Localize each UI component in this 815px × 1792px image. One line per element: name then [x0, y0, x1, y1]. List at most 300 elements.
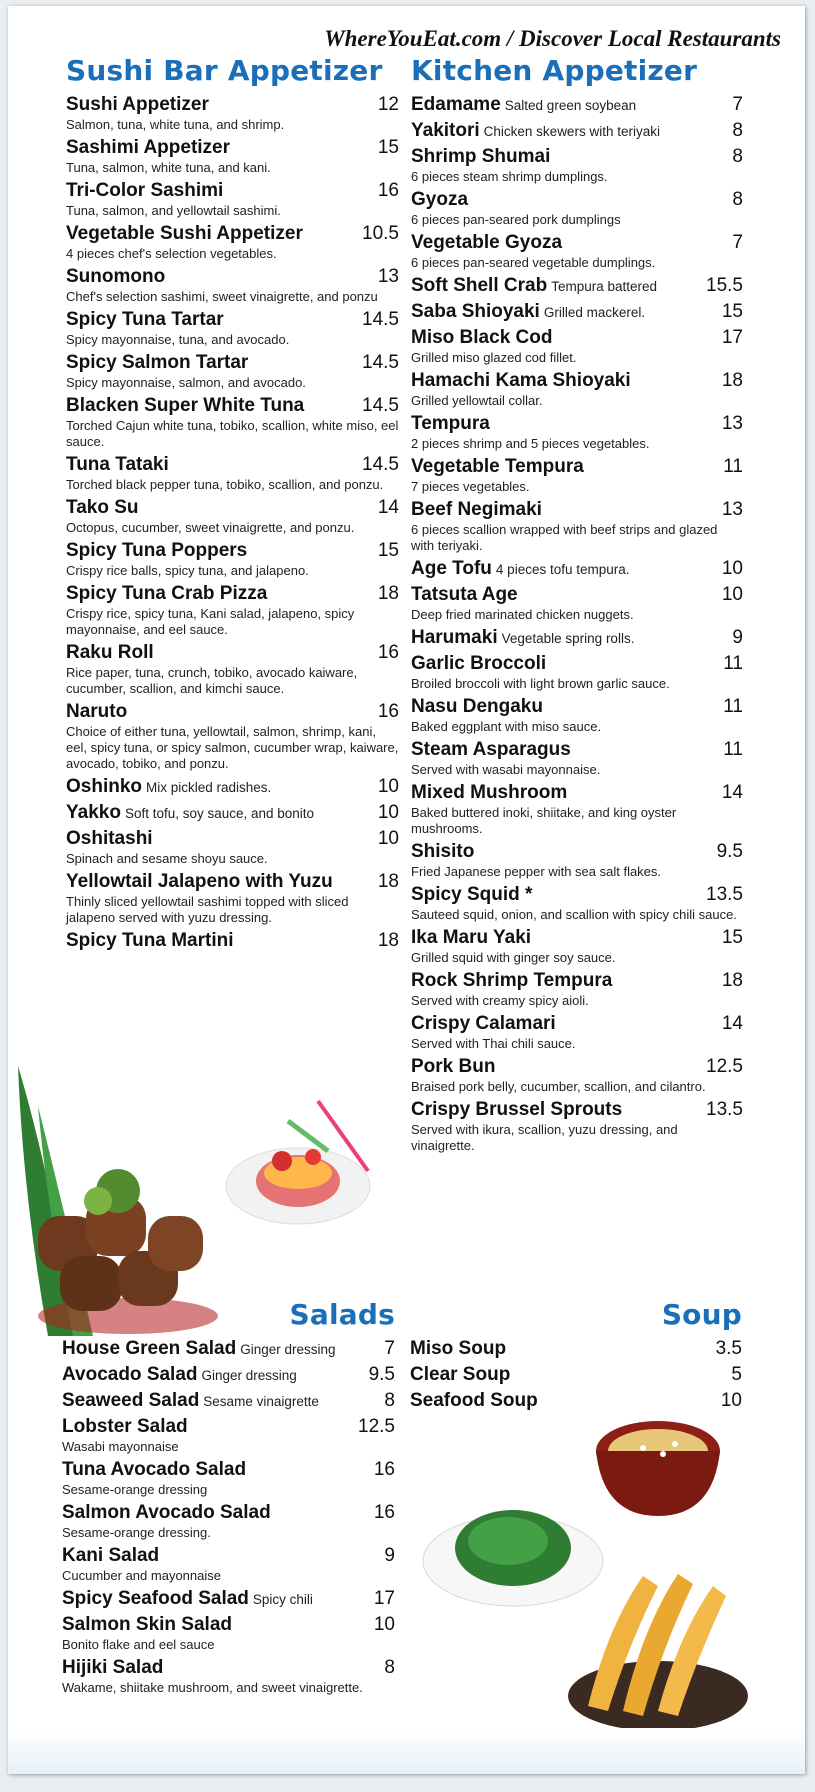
item-price: 11 — [723, 456, 743, 477]
item-description: 2 pieces shrimp and 5 pieces vegetables. — [411, 436, 650, 451]
menu-item — [62, 1364, 395, 1386]
menu-item-row — [66, 828, 399, 850]
menu-item — [66, 828, 399, 867]
item-title: Shisito — [411, 841, 475, 862]
section-title: Kitchen Appetizer — [411, 54, 698, 87]
item-name — [410, 1338, 506, 1360]
menu-item-row — [66, 223, 399, 245]
item-title: Yakko — [66, 802, 121, 823]
item-description: Cucumber and mayonnaise — [62, 1568, 221, 1583]
item-price: 13 — [377, 266, 399, 287]
item-description: Fried Japanese pepper with sea salt flakes. — [411, 864, 662, 879]
item-price: 9 — [384, 1545, 395, 1566]
menu-item — [411, 927, 743, 966]
item-list — [411, 94, 743, 1154]
item-description: 6 pieces pan-seared pork dumplings — [411, 212, 621, 227]
item-list — [62, 1338, 395, 1696]
item-price: 10 — [720, 1390, 742, 1411]
item-name — [410, 1390, 538, 1412]
menu-item-row — [66, 583, 399, 605]
item-note: Soft tofu, soy sauce, and bonito — [124, 806, 315, 821]
item-price: 8 — [732, 120, 743, 141]
item-name — [411, 1013, 556, 1035]
item-title: Edamame — [411, 94, 501, 115]
item-description: Choice of either tuna, yellowtail, salmon, shrimp, kani, eel, spicy tuna, or spicy salmon, cucumber wrap, kaiware, avocado, tobiko, and ponzu. — [66, 724, 399, 771]
item-title: Naruto — [66, 701, 128, 722]
item-price: 16 — [377, 180, 399, 201]
item-name — [66, 94, 209, 116]
item-title: Vegetable Sushi Appetizer — [66, 223, 303, 244]
item-description: Crispy rice, spicy tuna, Kani salad, jalapeno, spicy mayonnaise, and eel sauce. — [66, 606, 355, 637]
menu-item — [66, 701, 399, 772]
item-price: 7 — [732, 232, 743, 253]
menu-item-row — [66, 701, 399, 723]
item-price: 8 — [384, 1390, 395, 1411]
menu-item — [66, 540, 399, 579]
item-description: Wakame, shiitake mushroom, and sweet vinaigrette. — [62, 1680, 363, 1695]
item-price: 18 — [377, 871, 399, 892]
item-title: Tatsuta Age — [411, 584, 518, 605]
item-name — [411, 627, 634, 649]
kitchen-section — [411, 54, 743, 1158]
item-description: Sesame-orange dressing. — [62, 1525, 211, 1540]
item-description: Sauteed squid, onion, and scallion with spicy chili sauce. — [411, 907, 737, 922]
item-description: Salmon, tuna, white tuna, and shrimp. — [66, 117, 285, 132]
item-name — [411, 782, 567, 804]
item-description: Bonito flake and eel sauce — [62, 1637, 215, 1652]
item-price: 18 — [377, 930, 399, 951]
item-name — [66, 223, 303, 245]
menu-item — [62, 1416, 395, 1455]
item-name — [66, 828, 153, 850]
item-description: Wasabi mayonnaise — [62, 1439, 179, 1454]
menu-item — [411, 970, 743, 1009]
item-name — [411, 584, 518, 606]
item-title: Ika Maru Yaki — [411, 927, 532, 948]
menu-item — [66, 180, 399, 219]
menu-item — [411, 739, 743, 778]
item-note: Grilled mackerel. — [543, 305, 646, 320]
menu-item-row — [66, 802, 399, 824]
menu-item-row — [66, 352, 399, 374]
menu-item — [66, 930, 399, 952]
item-title: Garlic Broccoli — [411, 653, 547, 674]
section-title: Soup — [661, 1298, 742, 1331]
item-title: Yakitori — [411, 120, 480, 141]
item-name — [66, 776, 271, 798]
menu-item-row — [411, 558, 743, 580]
menu-item — [62, 1614, 395, 1653]
item-title: Tuna Tataki — [66, 454, 169, 475]
menu-item — [411, 1099, 743, 1154]
item-name — [411, 739, 571, 761]
item-price: 9.5 — [716, 841, 743, 862]
menu-item — [66, 642, 399, 697]
menu-item — [411, 782, 743, 837]
item-title: Oshitashi — [66, 828, 153, 849]
menu-item — [62, 1545, 395, 1584]
menu-item — [66, 395, 399, 450]
item-price: 15.5 — [706, 275, 743, 296]
menu-item-row — [411, 696, 743, 718]
item-description: Chef's selection sashimi, sweet vinaigrette, and ponzu — [66, 289, 378, 304]
item-price: 8 — [732, 146, 743, 167]
item-name — [62, 1390, 319, 1412]
menu-item-row — [62, 1545, 395, 1567]
bottom-band — [8, 1728, 805, 1774]
item-name — [62, 1545, 159, 1567]
item-name — [66, 701, 127, 723]
menu-item — [410, 1338, 742, 1360]
watermark: WhereYouEat.com / Discover Local Restaurants — [324, 26, 781, 51]
menu-item-row — [66, 642, 399, 664]
item-price: 14.5 — [362, 454, 399, 475]
item-list — [66, 94, 399, 952]
section-title: Salads — [289, 1298, 395, 1331]
item-description: Rice paper, tuna, crunch, tobiko, avocado kaiware, cucumber, scallion, and kimchi sauce. — [66, 665, 358, 696]
menu-item-row — [411, 499, 743, 521]
item-name — [410, 1364, 510, 1386]
menu-item-row — [66, 266, 399, 288]
menu-item — [66, 309, 399, 348]
item-name — [411, 94, 636, 116]
menu-item-row — [411, 1099, 743, 1121]
menu-item-row — [62, 1459, 395, 1481]
item-description: Spinach and sesame shoyu sauce. — [66, 851, 268, 866]
item-description: 6 pieces steam shrimp dumplings. — [411, 169, 608, 184]
item-name — [411, 696, 543, 718]
item-title: Spicy Tuna Martini — [66, 930, 234, 951]
item-name — [66, 309, 224, 331]
item-description: Grilled miso glazed cod fillet. — [411, 350, 577, 365]
menu-item — [66, 497, 399, 536]
menu-item-row — [66, 137, 399, 159]
item-title: Spicy Tuna Poppers — [66, 540, 248, 561]
menu-item-row — [411, 970, 743, 992]
item-price: 13.5 — [706, 884, 743, 905]
salads-section — [62, 1298, 395, 1700]
menu-item — [411, 370, 743, 409]
item-name — [66, 583, 267, 605]
item-note: Salted green soybean — [504, 98, 637, 113]
item-title: Mixed Mushroom — [411, 782, 568, 803]
menu-item-row — [411, 841, 743, 863]
item-price: 11 — [723, 739, 743, 760]
menu-item-row — [411, 627, 743, 649]
menu-item — [411, 1056, 743, 1095]
item-price: 16 — [373, 1459, 395, 1480]
menu-item-row — [62, 1588, 395, 1610]
item-list — [410, 1338, 742, 1412]
soup-section — [410, 1298, 742, 1416]
item-description: Tuna, salmon, and yellowtail sashimi. — [66, 203, 281, 218]
beef-negimaki-photo — [8, 1046, 228, 1346]
menu-item-row — [411, 739, 743, 761]
menu-item — [411, 275, 743, 297]
item-title: Blacken Super White Tuna — [66, 395, 305, 416]
item-title: Salmon Avocado Salad — [62, 1502, 271, 1523]
item-name — [62, 1459, 246, 1481]
item-name — [411, 499, 542, 521]
item-name — [66, 137, 230, 159]
item-description: Served with ikura, scallion, yuzu dressing, and vinaigrette. — [411, 1122, 678, 1153]
menu-item-row — [62, 1657, 395, 1679]
menu-item — [66, 802, 399, 824]
item-title: Harumaki — [411, 627, 498, 648]
item-title: Rock Shrimp Tempura — [411, 970, 613, 991]
shrimp-tempura-photo — [563, 1566, 758, 1736]
item-title: Spicy Squid * — [411, 884, 533, 905]
menu-item — [411, 1013, 743, 1052]
menu-item-row — [411, 120, 743, 142]
menu-item — [411, 696, 743, 735]
item-description: Served with wasabi mayonnaise. — [411, 762, 601, 777]
menu-item-row — [411, 232, 743, 254]
menu-item — [411, 301, 743, 323]
menu-item — [66, 583, 399, 638]
item-title: Tuna Avocado Salad — [62, 1459, 247, 1480]
item-description: Broiled broccoli with light brown garlic sauce. — [411, 676, 670, 691]
menu-item-row — [411, 927, 743, 949]
item-title: Crispy Calamari — [411, 1013, 556, 1034]
item-name — [66, 395, 304, 417]
item-title: Beef Negimaki — [411, 499, 542, 520]
item-price: 14 — [377, 497, 399, 518]
menu-item — [411, 94, 743, 116]
item-description: Crispy rice balls, spicy tuna, and jalapeno. — [66, 563, 309, 578]
item-price: 12.5 — [358, 1416, 395, 1437]
item-title: Tako Su — [66, 497, 139, 518]
item-title: Pork Bun — [411, 1056, 496, 1077]
item-description: Torched Cajun white tuna, tobiko, scallion, white miso, eel sauce. — [66, 418, 399, 449]
item-name — [411, 189, 468, 211]
menu-item-row — [62, 1416, 395, 1438]
menu-page — [8, 6, 805, 1774]
item-price: 11 — [723, 696, 743, 717]
menu-item-row — [62, 1364, 395, 1386]
item-price: 13.5 — [706, 1099, 743, 1120]
item-price: 15 — [721, 927, 743, 948]
item-price: 14.5 — [362, 309, 399, 330]
menu-item-row — [62, 1502, 395, 1524]
item-title: House Green Salad — [62, 1338, 237, 1359]
item-price: 12 — [377, 94, 399, 115]
item-title: Spicy Salmon Tartar — [66, 352, 249, 373]
item-title: Vegetable Tempura — [411, 456, 584, 477]
item-title: Miso Black Cod — [411, 327, 553, 348]
item-note: Sesame vinaigrette — [203, 1394, 319, 1409]
item-description: 6 pieces pan-seared vegetable dumplings. — [411, 255, 656, 270]
item-name — [411, 970, 612, 992]
miso-soup-photo — [593, 1416, 728, 1526]
menu-item — [411, 841, 743, 880]
item-price: 11 — [723, 653, 743, 674]
item-name — [62, 1502, 271, 1524]
menu-item — [411, 584, 743, 623]
menu-item-row — [62, 1614, 395, 1636]
item-title: Raku Roll — [66, 642, 154, 663]
item-name — [62, 1614, 232, 1636]
menu-item — [66, 223, 399, 262]
item-price: 10 — [721, 584, 743, 605]
item-price: 7 — [384, 1338, 395, 1359]
menu-item — [411, 120, 743, 142]
menu-item-row — [66, 776, 399, 798]
menu-item-row — [411, 884, 743, 906]
item-note: Ginger dressing — [240, 1342, 336, 1357]
item-price: 9.5 — [368, 1364, 395, 1385]
menu-item-row — [66, 94, 399, 116]
item-title: Shrimp Shumai — [411, 146, 551, 167]
item-note: Ginger dressing — [201, 1368, 297, 1383]
item-name — [66, 266, 165, 288]
item-price: 16 — [377, 701, 399, 722]
menu-item-row — [411, 301, 743, 323]
menu-item — [66, 871, 399, 926]
menu-item-row — [411, 653, 743, 675]
menu-item — [411, 189, 743, 228]
item-description: Deep fried marinated chicken nuggets. — [411, 607, 634, 622]
item-price: 8 — [384, 1657, 395, 1678]
item-name — [66, 642, 154, 664]
menu-item — [410, 1390, 742, 1412]
item-title: Tri-Color Sashimi — [66, 180, 224, 201]
item-description: 4 pieces chef's selection vegetables. — [66, 246, 277, 261]
item-name — [62, 1657, 163, 1679]
menu-item — [66, 454, 399, 493]
item-title: Hijiki Salad — [62, 1657, 164, 1678]
item-note: Spicy chili — [252, 1592, 313, 1607]
menu-item-row — [410, 1364, 742, 1386]
item-title: Vegetable Gyoza — [411, 232, 563, 253]
item-title: Sashimi Appetizer — [66, 137, 231, 158]
menu-item — [62, 1588, 395, 1610]
menu-item-row — [411, 94, 743, 116]
item-title: Soft Shell Crab — [411, 275, 548, 296]
item-description: Grilled squid with ginger soy sauce. — [411, 950, 616, 965]
item-name — [66, 871, 333, 893]
item-name — [411, 927, 531, 949]
item-title: Nasu Dengaku — [411, 696, 543, 717]
menu-item-row — [411, 146, 743, 168]
menu-item-row — [411, 275, 743, 297]
item-name — [411, 232, 562, 254]
item-description: 7 pieces vegetables. — [411, 479, 530, 494]
item-title: Lobster Salad — [62, 1416, 188, 1437]
menu-item — [66, 352, 399, 391]
item-description: Grilled yellowtail collar. — [411, 393, 543, 408]
item-price: 18 — [377, 583, 399, 604]
menu-item-row — [66, 497, 399, 519]
section-title: Sushi Bar Appetizer — [66, 54, 383, 87]
menu-item-row — [66, 871, 399, 893]
item-note: Mix pickled radishes. — [146, 780, 272, 795]
item-title: Miso Soup — [410, 1338, 507, 1359]
item-title: Salmon Skin Salad — [62, 1614, 232, 1635]
item-note: Chicken skewers with teriyaki — [483, 124, 660, 139]
menu-item-row — [411, 1013, 743, 1035]
tartar-photo — [218, 1091, 383, 1231]
menu-item-row — [66, 454, 399, 476]
menu-item-row — [66, 540, 399, 562]
item-title: Sushi Appetizer — [66, 94, 209, 115]
menu-item — [62, 1390, 395, 1412]
item-name — [411, 120, 660, 142]
item-name — [411, 275, 657, 297]
item-price: 9 — [732, 627, 743, 648]
item-title: Yellowtail Jalapeno with Yuzu — [66, 871, 333, 892]
item-price: 14 — [721, 782, 743, 803]
menu-item — [411, 327, 743, 366]
sushi-bar-section — [66, 54, 399, 956]
item-description: Thinly sliced yellowtail sashimi topped with sliced jalapeno served with yuzu dressing. — [66, 894, 349, 925]
item-description: Served with Thai chili sauce. — [411, 1036, 576, 1051]
item-price: 17 — [721, 327, 743, 348]
menu-item — [66, 266, 399, 305]
menu-item — [62, 1657, 395, 1696]
item-price: 8 — [732, 189, 743, 210]
item-title: Saba Shioyaki — [411, 301, 540, 322]
item-title: Age Tofu — [411, 558, 492, 579]
item-name — [66, 802, 314, 824]
item-name — [411, 301, 645, 323]
menu-item-row — [411, 1056, 743, 1078]
item-description: Spicy mayonnaise, tuna, and avocado. — [66, 332, 290, 347]
item-title: Oshinko — [66, 776, 143, 797]
item-price: 14.5 — [362, 352, 399, 373]
item-name — [411, 841, 474, 863]
item-description: Octopus, cucumber, sweet vinaigrette, and ponzu. — [66, 520, 355, 535]
item-name — [411, 146, 550, 168]
item-description: Braised pork belly, cucumber, scallion, and cilantro. — [411, 1079, 706, 1094]
item-price: 15 — [377, 540, 399, 561]
item-price: 14 — [721, 1013, 743, 1034]
item-title: Seafood Soup — [410, 1390, 538, 1411]
item-title: Avocado Salad — [62, 1364, 198, 1385]
item-name — [411, 456, 584, 478]
item-name — [62, 1588, 313, 1610]
menu-item — [411, 884, 743, 923]
menu-item-row — [411, 413, 743, 435]
item-name — [66, 352, 248, 374]
item-title: Gyoza — [411, 189, 469, 210]
item-name — [411, 1099, 622, 1121]
item-description: Served with creamy spicy aioli. — [411, 993, 589, 1008]
item-name — [411, 327, 552, 349]
item-price: 10 — [373, 1614, 395, 1635]
item-title: Kani Salad — [62, 1545, 160, 1566]
item-title: Spicy Tuna Crab Pizza — [66, 583, 268, 604]
menu-item-row — [66, 930, 399, 952]
item-price: 3.5 — [715, 1338, 742, 1359]
item-title: Spicy Seafood Salad — [62, 1588, 249, 1609]
menu-item — [62, 1502, 395, 1541]
item-name — [62, 1416, 188, 1438]
item-name — [66, 497, 139, 519]
item-description: Baked buttered inoki, shiitake, and king oyster mushrooms. — [411, 805, 677, 836]
item-price: 13 — [721, 413, 743, 434]
item-price: 7 — [732, 94, 743, 115]
item-name — [411, 413, 490, 435]
menu-item-row — [411, 327, 743, 349]
menu-item-row — [66, 309, 399, 331]
item-title: Steam Asparagus — [411, 739, 571, 760]
menu-item-row — [411, 782, 743, 804]
item-name — [66, 180, 223, 202]
item-name — [411, 653, 546, 675]
menu-item-row — [411, 189, 743, 211]
item-name — [66, 454, 169, 476]
